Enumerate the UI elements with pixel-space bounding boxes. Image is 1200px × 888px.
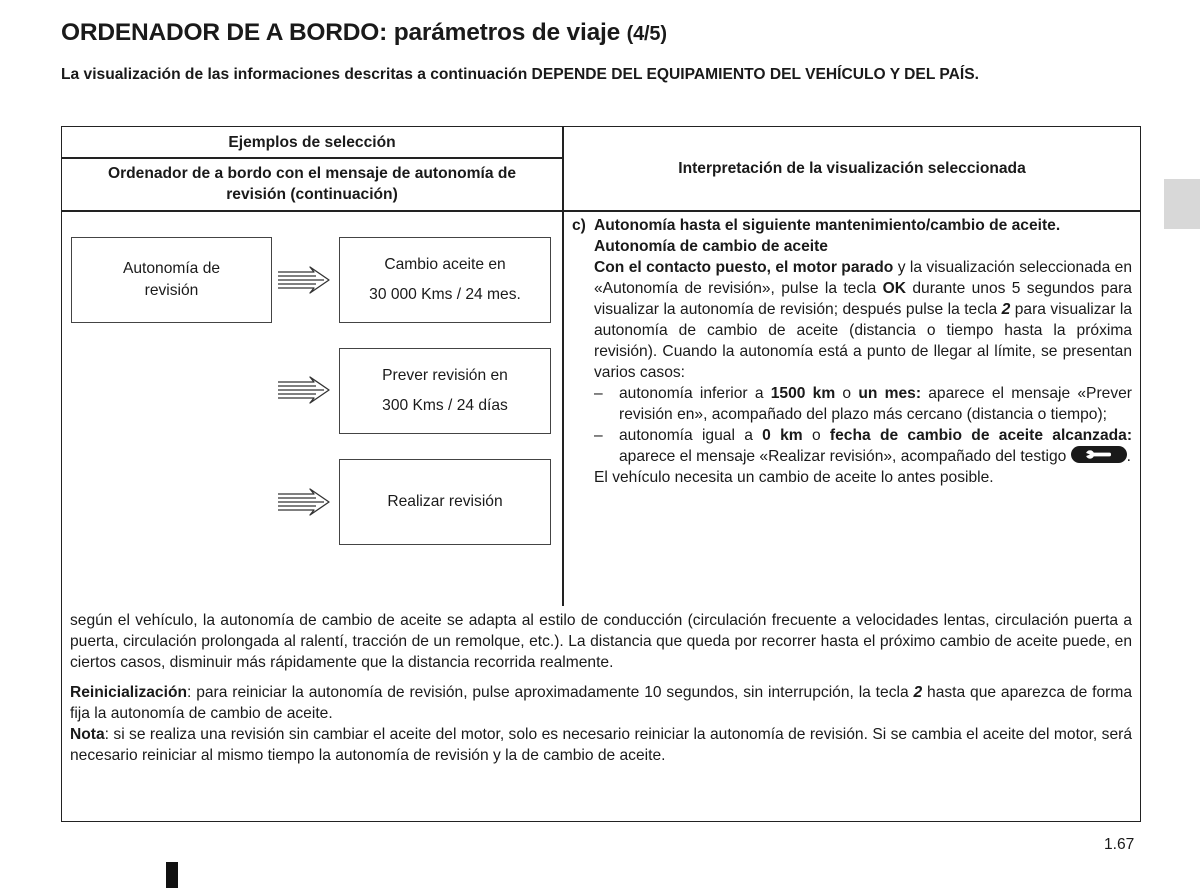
bullet-dash: –: [594, 385, 603, 402]
interpretation-text: [572, 215, 1132, 488]
b2-km: 0 km: [762, 427, 803, 444]
section-c-paragraph: [572, 257, 1132, 383]
header-interpretation: Interpretación de la visualización seleccionada: [678, 160, 1026, 177]
title-page-ref: (4/5): [626, 23, 667, 45]
display-oil-change-line2: 30 000 Kms / 24 mes.: [369, 286, 521, 303]
display-autonomy-screen: [71, 237, 272, 323]
page-number: 1.67: [1104, 836, 1135, 853]
bottom-notes: [70, 610, 1132, 766]
arrow-right-icon: [276, 265, 332, 295]
reset-paragraph: [70, 682, 1132, 724]
reset-label: Reinicialización: [70, 684, 187, 701]
wrench-icon: [1071, 446, 1127, 463]
display-oil-change-screen: [339, 237, 551, 323]
arrow-right-icon: [276, 487, 332, 517]
b1-a: autonomía inferior a: [619, 385, 771, 402]
note-text: : si se realiza una revisión sin cambiar el aceite del motor, solo es necesario reiniciar la autonomía de revisión. Si se cambia el aceite del motor, será necesario reiniciar al mismo tiempo la autonomía de revisión y la de cambio de aceite.: [70, 726, 1132, 764]
reset-key: 2: [913, 684, 923, 701]
section-c-final: El vehículo necesita un cambio de aceite lo antes posible.: [594, 469, 994, 486]
display-do-service-screen: [339, 459, 551, 545]
section-c-heading: Autonomía hasta el siguiente mantenimiento/cambio de aceite.: [594, 217, 1061, 234]
p1-bold: Con el contacto puesto, el motor parado: [594, 259, 894, 276]
header-examples: Ejemplos de selección: [228, 133, 396, 151]
b2-o: o: [802, 427, 830, 444]
header-computer-message: Ordenador de a bordo con el mensaje de autonomía de revisión (continuación): [107, 165, 517, 203]
display-plan-service-screen: [339, 348, 551, 434]
b2-a: autonomía igual a: [619, 427, 763, 444]
section-c-label: c): [572, 217, 586, 234]
list-item: [572, 425, 1132, 467]
corner-mark: [166, 862, 178, 888]
b2-end: .: [1126, 448, 1131, 465]
p1-b: durante unos 5 segundos para visualizar la autonomía de revisión; después pulse la tecla: [594, 280, 1132, 318]
section-c-subheading: Autonomía de cambio de aceite: [594, 238, 828, 255]
p1-a: y la visualización seleccionada en «Autonomía de revisión», pulse la tecla: [594, 259, 1132, 297]
intro-notice: La visualización de las informaciones descritas a continuación DEPENDE DEL EQUIPAMIENTO DEL VEHÍCULO Y DEL PAÍS.: [61, 66, 979, 83]
p1-c: para visualizar la autonomía de cambio de aceite (distancia o tiempo hasta la próxima revisión). Cuando la autonomía está a punto de llegar al límite, se presentan varios casos:: [594, 301, 1132, 381]
b1-km: 1500 km: [770, 385, 836, 402]
title-main: ORDENADOR DE A BORDO: parámetros de viaje: [61, 19, 621, 46]
bullet-dash: –: [594, 427, 603, 444]
display-oil-change-line1: Cambio aceite en: [384, 256, 506, 273]
b1-mes: un mes:: [858, 385, 922, 402]
adaptation-paragraph: según el vehículo, la autonomía de cambio de aceite se adapta al estilo de conducción (circulación frecuente a velocidades lentas, circulación puerta a puerta, circulación prolongada al ralentí, tracción de un remolque, etc.). La distancia que queda por recorrer hasta el próximo cambio de aceite puede, en ciertos casos, disminuir más rápidamente que la distancia recorrida realmente.: [70, 612, 1132, 671]
display-plan-service-line1: Prever revisión en: [382, 367, 508, 384]
note-paragraph: [70, 724, 1132, 766]
display-do-service-label: Realizar revisión: [387, 493, 503, 510]
b2-b: aparece el mensaje «Realizar revisión», acompañado del testigo: [619, 448, 1071, 465]
display-autonomy-label: Autonomía de revisión: [122, 260, 221, 299]
b1-b: aparece el mensaje «Prever revisión en», acompañado del plazo más cercano (distancia o tiempo);: [619, 385, 1132, 423]
arrow-right-icon: [276, 375, 332, 405]
list-item: [572, 383, 1132, 425]
note-label: Nota: [70, 726, 105, 743]
reset-b: hasta que aparezca de forma fija la autonomía de cambio de aceite.: [70, 684, 1132, 722]
key-2: 2: [1001, 301, 1011, 318]
table-divider-header: [61, 210, 1141, 212]
b1-o: o: [835, 385, 859, 402]
ok-key: OK: [882, 280, 907, 297]
reset-a: : para reiniciar la autonomía de revisión, pulse aproximadamente 10 segundos, sin interrupción, la tecla: [187, 684, 914, 701]
b2-bold: fecha de cambio de aceite alcanzada:: [829, 427, 1133, 444]
section-c-heading-block: [572, 215, 1132, 236]
section-tab-marker: [1164, 179, 1200, 229]
display-plan-service-line2: 300 Kms / 24 días: [382, 397, 508, 414]
page-title: [61, 19, 667, 47]
